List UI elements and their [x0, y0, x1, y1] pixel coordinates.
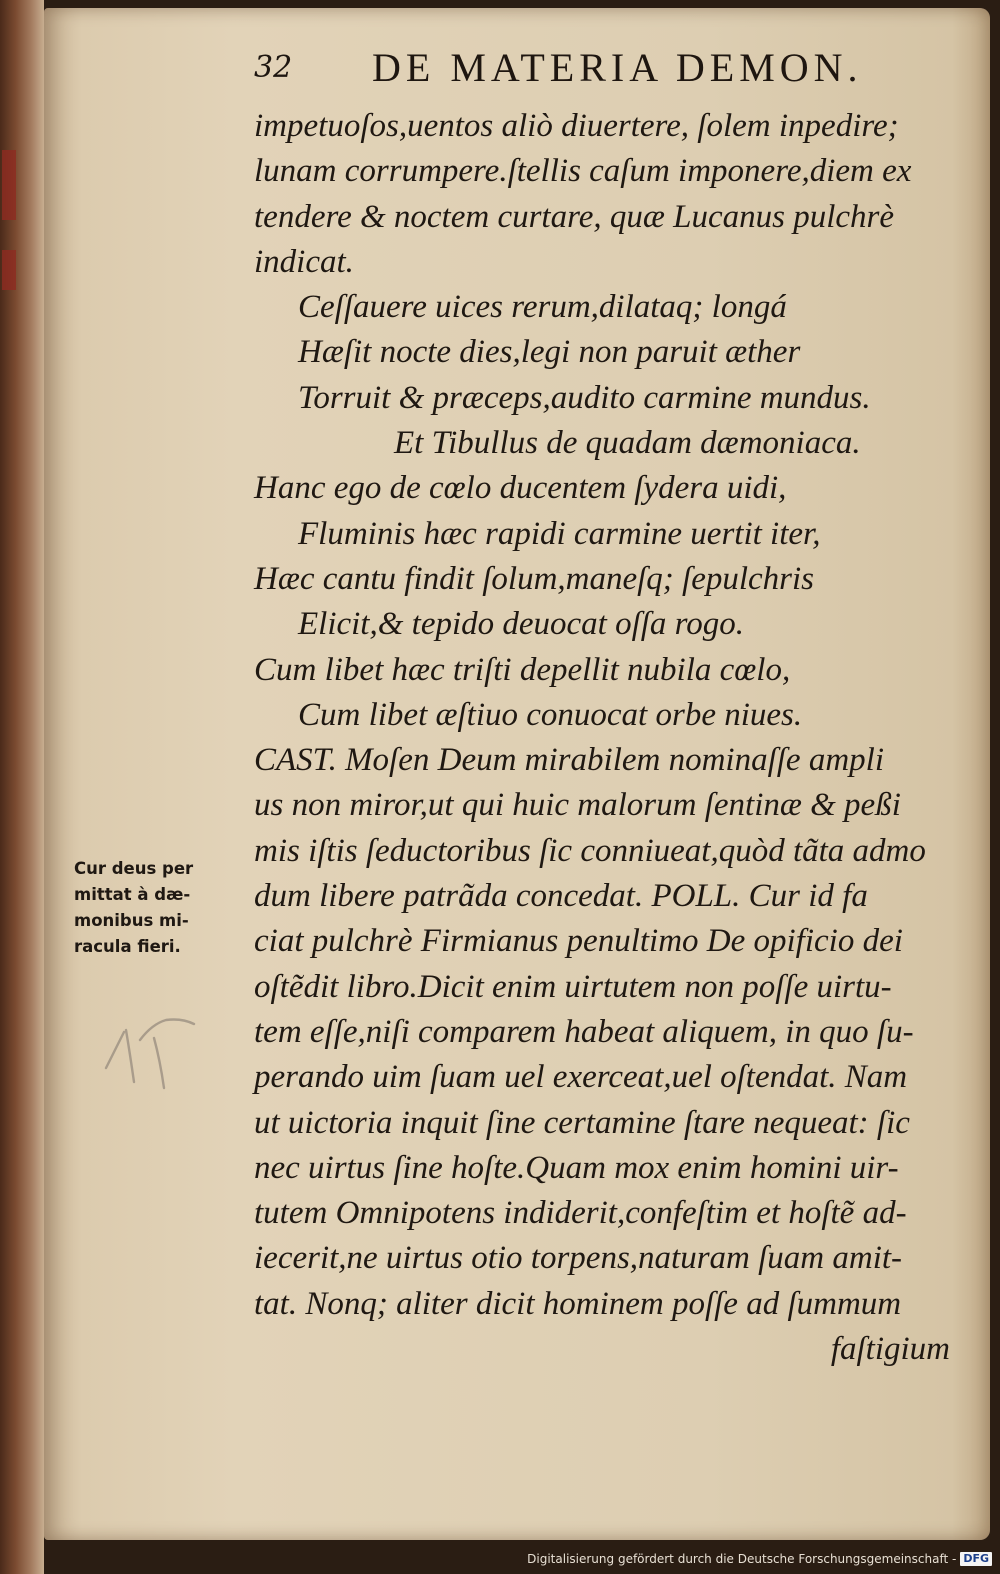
page-number: 32: [254, 50, 293, 85]
verse-heading: Et Tibullus de quadam dæmoniaca.: [394, 425, 861, 462]
book-page: [44, 8, 990, 1540]
catchword: faſtigium: [830, 1331, 950, 1368]
verse-line: Hæc cantu findit ſolum,maneſq; ſepulchris: [254, 560, 815, 597]
text-line: ut uictoria inquit ſine certamine ſtare nequeat: ſic: [254, 1104, 910, 1141]
marginal-note-line: Cur deus per: [74, 859, 194, 878]
spine-red-mark: [2, 150, 16, 220]
running-head: DE MATERIA DEMON.: [372, 45, 863, 90]
verse-line: Torruit & præceps,audito carmine mundus.: [298, 379, 871, 416]
spine-red-mark: [2, 250, 16, 290]
text-line: tutem Omnipotens indiderit,confeſtim et hoſtẽ ad-: [254, 1195, 907, 1232]
marginal-note-line: mittat à dæ-: [74, 885, 191, 904]
text-line: indicat.: [254, 243, 354, 280]
verse-line: Hæſit nocte dies,legi non paruit æther: [298, 334, 801, 371]
verse-line: Cum libet hæc triſti depellit nubila cœlo,: [254, 651, 791, 688]
verse-line: Elicit,& tepido deuocat oſſa rogo.: [298, 606, 745, 643]
text-line: mis iſtis ſeductoribus ſic conniueat,quòd tãta admo: [254, 832, 926, 869]
text-line: us non miror,ut qui huic malorum ſentinæ & peßi: [254, 787, 901, 824]
main-text: [254, 104, 954, 1372]
verse-line: Ceſſauere uices rerum,dilataq; longá: [298, 289, 787, 326]
digitization-credit: Digitalisierung gefördert durch die Deutsche Forschungsgemeinschaft -: [527, 1552, 957, 1566]
text-line: perando uim ſuam uel exerceat,uel oſtendat. Nam: [254, 1059, 908, 1096]
text-line: tat. Nonq; aliter dicit hominem poſſe ad ſummum: [254, 1285, 902, 1322]
marginal-note-line: monibus mi-: [74, 911, 189, 930]
text-line: tendere & noctem curtare, quæ Lucanus pulchrè: [254, 198, 895, 235]
marginal-note-line: racula fieri.: [74, 937, 181, 956]
verse-line: Cum libet æſtiuo conuocat orbe niues.: [298, 696, 803, 733]
text-line: impetuoſos,uentos aliò diuertere, ſolem inpedire;: [254, 108, 899, 144]
book-spine-edge: [0, 0, 44, 1574]
text-line: lunam corrumpere.ſtellis caſum imponere,diem ex: [254, 153, 912, 190]
digitization-footer: [527, 1550, 992, 1568]
text-line: ciat pulchrè Firmianus penultimo De opificio dei: [254, 923, 903, 960]
marginal-note: [74, 856, 232, 960]
text-line: nec uirtus ſine hoſte.Quam mox enim homini uir-: [254, 1149, 899, 1186]
text-line: oſtẽdit libro.Dicit enim uirtutem non poſſe uirtu-: [254, 968, 892, 1005]
text-line: tem eſſe,niſi comparem habeat aliquem, in quo ſu-: [254, 1013, 914, 1050]
verse-line: Fluminis hæc rapidi carmine uertit iter,: [298, 515, 821, 552]
text-line: iecerit,ne uirtus otio torpens,naturam ſuam amit-: [254, 1240, 903, 1277]
text-line: dum libere patrãda concedat. POLL. Cur id fa: [254, 878, 868, 915]
page-header: [254, 44, 954, 90]
pencil-annotation: [100, 1010, 210, 1100]
text-line: CAST. Moſen Deum mirabilem nominaſſe ampli: [254, 742, 884, 779]
dfg-logo: DFG: [960, 1552, 992, 1566]
verse-line: Hanc ego de cœlo ducentem ſydera uidi,: [254, 470, 787, 507]
